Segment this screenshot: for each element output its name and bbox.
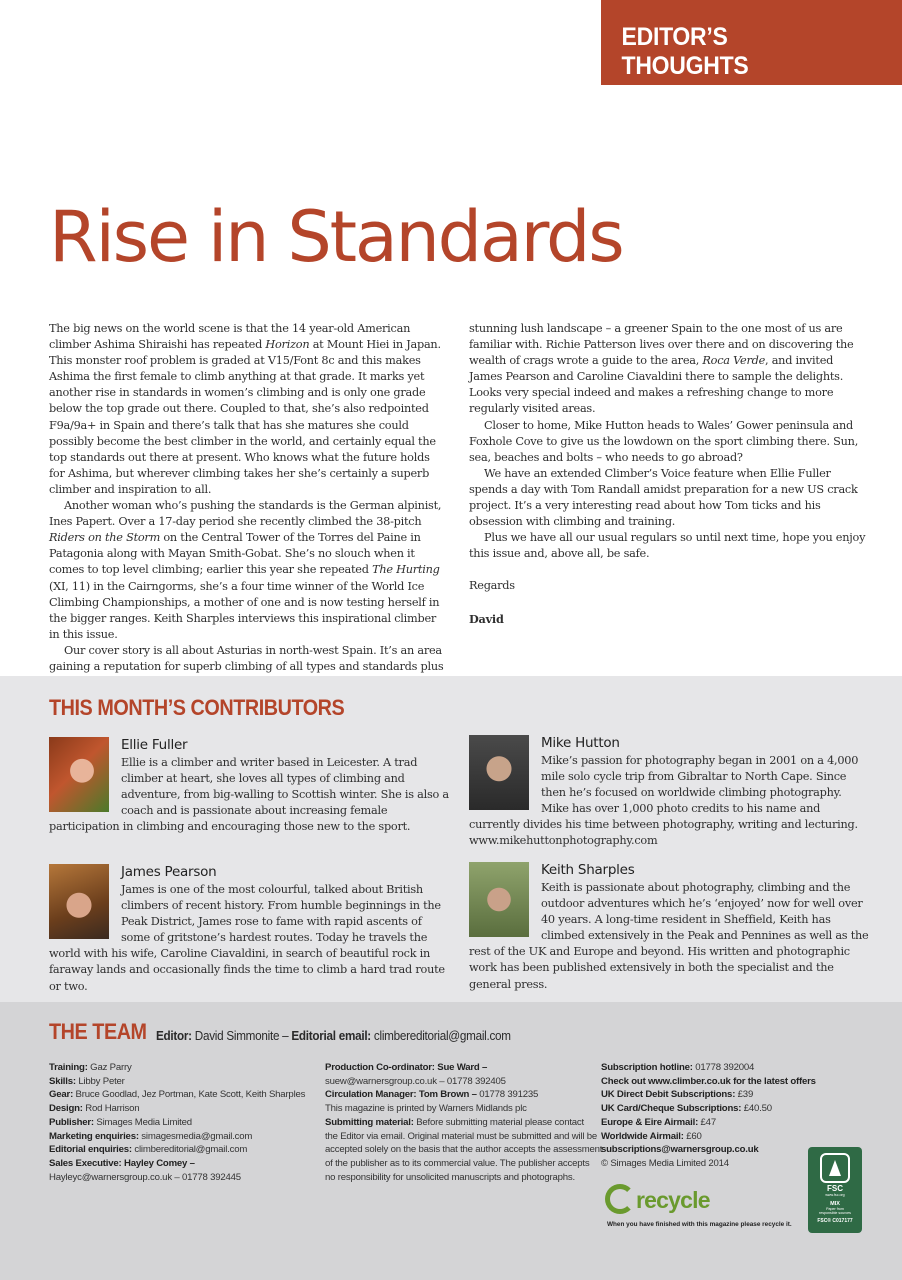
- contributor-name: Ellie Fuller: [121, 737, 188, 753]
- team-line-label: Check out www.climber.co.uk for the latest offers: [601, 1075, 816, 1087]
- team-line: [49, 1088, 319, 1102]
- team-title: THE TEAM: [49, 1019, 147, 1044]
- team-line: [49, 1061, 319, 1075]
- team-line: [325, 1075, 591, 1089]
- team-line-label: Gear:: [49, 1089, 74, 1101]
- team-line-value: Bruce Goodlad, Jez Portman, Kate Scott, Keith Sharples: [73, 1089, 306, 1101]
- contributor-photo: [469, 735, 529, 810]
- team-line: [325, 1157, 591, 1171]
- team-line: [49, 1116, 319, 1130]
- team-line: [601, 1130, 861, 1144]
- team-line: [601, 1075, 861, 1089]
- team-line-value: Libby Peter: [75, 1075, 125, 1087]
- team-line: [325, 1102, 591, 1116]
- team-line-value: no responsibility for unsolicited manuscripts and photographs.: [325, 1171, 575, 1183]
- team-line: [325, 1171, 591, 1185]
- editorial-column-right: [469, 321, 867, 627]
- editor-value: David Simmonite –: [194, 1028, 289, 1043]
- team-line: [601, 1116, 861, 1130]
- email-value: climbereditorial@gmail.com: [373, 1028, 511, 1043]
- recycle-logo: [605, 1184, 790, 1232]
- team-line-label: UK Card/Cheque Subscriptions:: [601, 1103, 742, 1115]
- editorial-paragraph: Closer to home, Mike Hutton heads to Wales’ Gower peninsula and Foxhole Cove to give us the lowdown on the sport climbing there. Sun, sea, beaches and bolts – who needs to go abroad?: [469, 418, 859, 464]
- team-line-label: Europe & Eire Airmail:: [601, 1116, 699, 1128]
- contributor-bio: Mike’s passion for photography began in 2001 on a 4,000 mile solo cycle trip from Gibraltar to North Cape. Since then he’s focused on worldwide climbing photography. Mike has over 1,000 photo credits to his name and currently divides his time between photography, writing and lecturing. www.mikehuttonphotography.com: [469, 754, 859, 848]
- contributor-name: Mike Hutton: [541, 735, 620, 751]
- contributor-photo: [469, 862, 529, 937]
- team-line-value: climbereditorial@gmail.com: [131, 1144, 248, 1156]
- recycle-arrow-icon: [605, 1184, 635, 1214]
- team-line-value: Simages Media Limited: [93, 1116, 192, 1128]
- contributor-mike-hutton: [469, 735, 869, 850]
- contributor-keith-sharples: [469, 862, 869, 993]
- team-line: [49, 1171, 319, 1185]
- team-line: [49, 1157, 319, 1171]
- fsc-name: FSC: [827, 1184, 843, 1193]
- recycle-tagline: When you have finished with this magazine please recycle it.: [607, 1221, 792, 1228]
- team-line-value: of the publisher as to its commercial value. The publisher accepts: [325, 1157, 590, 1169]
- recycle-logo-text: recycle: [636, 1187, 710, 1213]
- team-line-value: Gaz Parry: [87, 1062, 132, 1073]
- team-line: [325, 1061, 591, 1075]
- editor-label: Editor:: [156, 1028, 192, 1043]
- team-line: [49, 1143, 319, 1157]
- section-tab-label: EDITOR’S THOUGHTS: [621, 23, 749, 80]
- team-line: [601, 1102, 861, 1116]
- team-line-value: £39: [735, 1089, 754, 1101]
- fsc-line1: Paper from: [826, 1206, 844, 1211]
- team-column-1: [49, 1061, 319, 1184]
- team-line: [325, 1143, 603, 1157]
- fsc-mix: MIX: [830, 1200, 840, 1207]
- signoff: Regards: [469, 579, 515, 593]
- team-line: [601, 1061, 861, 1075]
- team-line: [325, 1116, 591, 1130]
- team-line-value: simagesmedia@gmail.com: [138, 1130, 253, 1142]
- team-editor-line: [156, 1028, 511, 1043]
- contributor-bio: James is one of the most colourful, talked about British climbers of recent history. From humble beginnings in the Peak District, James rose to fame with rapid ascents of some of gritstone’s hardest routes. Today he travels the world with his wife, Caroline Ciavaldini, in search of beautiful rock in faraway lands and occasionally finds the time to climb a hard trad route or two.: [49, 883, 445, 993]
- team-line: [601, 1088, 861, 1102]
- team-line-value: Hayleyc@warnersgroup.co.uk – 01778 392445: [49, 1171, 241, 1183]
- team-line-value: suew@warnersgroup.co.uk – 01778 392405: [325, 1075, 506, 1087]
- fsc-tree-icon: [820, 1153, 850, 1183]
- team-line-label: Submitting material:: [325, 1116, 414, 1128]
- team-line-label: Training:: [49, 1062, 88, 1073]
- editorial-paragraph: Another woman who’s pushing the standards is the German alpinist, Ines Papert. Over a 17-day period she recently climbed the 38-pitch Riders on the Storm on the Central Tower of the Torres del Paine in Patagonia along with Mayan Smith-Gobat. She’s no slouch when it comes to top level climbing; earlier this year she repeated The Hurting (XI, 11) in the Cairngorms, she’s a four time winner of the World Ice Climbing Championships, a mother of one and is now testing herself in the bigger ranges. Keith Sharples interviews this inspirational climber in this issue.: [49, 499, 442, 641]
- team-line-value: Rod Harrison: [82, 1103, 140, 1115]
- team-line-label: Editorial enquiries:: [49, 1144, 132, 1156]
- team-line-label: Subscription hotline:: [601, 1062, 693, 1073]
- signature: David: [469, 611, 504, 626]
- editorial-paragraph: The big news on the world scene is that the 14 year-old American climber Ashima Shiraishi has repeated Horizon at Mount Hiei in Japan. This monster roof problem is graded at V15/Font 8c and this makes Ashima the first female to climb anything at that grade. It marks yet another rise in standards in women’s climbing and is only one grade below the top grade out there. Coupled to that, she’s also redpointed F9a/9a+ in Spain and there’s talk that has she matures she could possibly become the best climber in the world, and certainly equal the top standards out there at present. Who knows what the future holds for Ashima, but wherever climbing takes her she’s certainly a superb climber and inspiration to all.: [49, 322, 441, 496]
- recycle-wordmark: [605, 1184, 710, 1214]
- fsc-url: www.fsc.org: [825, 1193, 845, 1197]
- editorial-column-left: [49, 321, 447, 691]
- team-line-label: Skills:: [49, 1075, 76, 1087]
- team-line: [325, 1130, 598, 1144]
- editorial-paragraph: stunning lush landscape – a greener Spain to the one most of us are familiar with. Richie Patterson lives over there and on discovering the wealth of crags wrote a guide to the area, Roca Verde, and invited James Pearson and Caroline Ciavaldini there to sample the delights. Looks very special indeed and makes a refreshing change to more regularly visited areas.: [469, 322, 854, 416]
- fsc-line2: responsible sources: [819, 1211, 851, 1215]
- fsc-logo: [808, 1147, 862, 1233]
- email-label: Editorial email:: [291, 1028, 371, 1043]
- contributor-james-pearson: [49, 864, 449, 995]
- editorial-paragraph: We have an extended Climber’s Voice feature when Ellie Fuller spends a day with Tom Randall amidst preparation for a new US crack project. It’s a very interesting read about how Tom ticks and his obsession with climbing and training.: [469, 466, 858, 529]
- team-line-label: Publisher:: [49, 1116, 94, 1128]
- team-column-2: [325, 1061, 603, 1184]
- contributor-name: Keith Sharples: [541, 862, 635, 878]
- contributor-bio: Ellie is a climber and writer based in Leicester. A trad climber at heart, she loves all types of climbing and adventure, from big-walling to Scottish winter. She is also a coach and is passionate about increasing female participation in climbing and encouraging those new to the sport.: [49, 756, 449, 834]
- team-line: [49, 1130, 319, 1144]
- team-line-value: £47: [698, 1116, 716, 1128]
- contributor-ellie-fuller: [49, 737, 449, 835]
- team-line-label: Worldwide Airmail:: [601, 1130, 684, 1142]
- team-line-label: Production Co-ordinator: Sue Ward –: [325, 1062, 488, 1073]
- contributor-bio: Keith is passionate about photography, climbing and the outdoor adventures which he’s ‘enjoyed’ now for well over 40 years. A long-time resident in Sheffield, Keith has climbed extensively in the Peak and Pennines as well as the rest of the UK and Europe and beyond. His written and photographic work has been published extensively in both the specialist and the general press.: [469, 881, 869, 991]
- team-line: [325, 1088, 591, 1102]
- team-line-value: 01778 391235: [476, 1089, 539, 1101]
- team-line-value: £60: [683, 1130, 702, 1142]
- editorial-paragraph: Our cover story is all about Asturias in north-west Spain. It’s an area gaining a reputation for superb climbing of all types and standards plus: [49, 643, 444, 673]
- team-line-value: This magazine is printed by Warners Midlands plc: [325, 1103, 527, 1115]
- team-line-label: Design:: [49, 1103, 83, 1115]
- team-line-value: accepted solely on the basis that the author accepts the assessment: [325, 1144, 603, 1156]
- team-line: [49, 1102, 319, 1116]
- team-line-value: © Simages Media Limited 2014: [601, 1157, 729, 1169]
- contributor-name: James Pearson: [121, 864, 217, 880]
- team-line-value: the Editor via email. Original material must be submitted and will be: [325, 1130, 598, 1142]
- team-line: [49, 1075, 319, 1089]
- team-line-value: £40.50: [741, 1103, 772, 1115]
- team-line-label: Circulation Manager: Tom Brown –: [325, 1089, 477, 1101]
- team-line-value: Before submitting material please contact: [413, 1116, 584, 1128]
- contributor-photo: [49, 864, 109, 939]
- team-line-value: 01778 392004: [692, 1062, 755, 1073]
- fsc-code: FSC® C017177: [817, 1217, 853, 1224]
- contributor-photo: [49, 737, 109, 812]
- team-line-label: Sales Executive: Hayley Comey –: [49, 1157, 195, 1169]
- section-tab: [601, 0, 902, 85]
- team-line-label: UK Direct Debit Subscriptions:: [601, 1089, 736, 1101]
- editorial-paragraph: Plus we have all our usual regulars so until next time, hope you enjoy this issue and, above all, be safe.: [469, 531, 866, 561]
- team-line-label: Marketing enquiries:: [49, 1130, 139, 1142]
- contributors-title: THIS MONTH’S CONTRIBUTORS: [49, 695, 345, 720]
- headline: Rise in Standards: [49, 196, 623, 278]
- team-line-label: subscriptions@warnersgroup.co.uk: [601, 1144, 759, 1156]
